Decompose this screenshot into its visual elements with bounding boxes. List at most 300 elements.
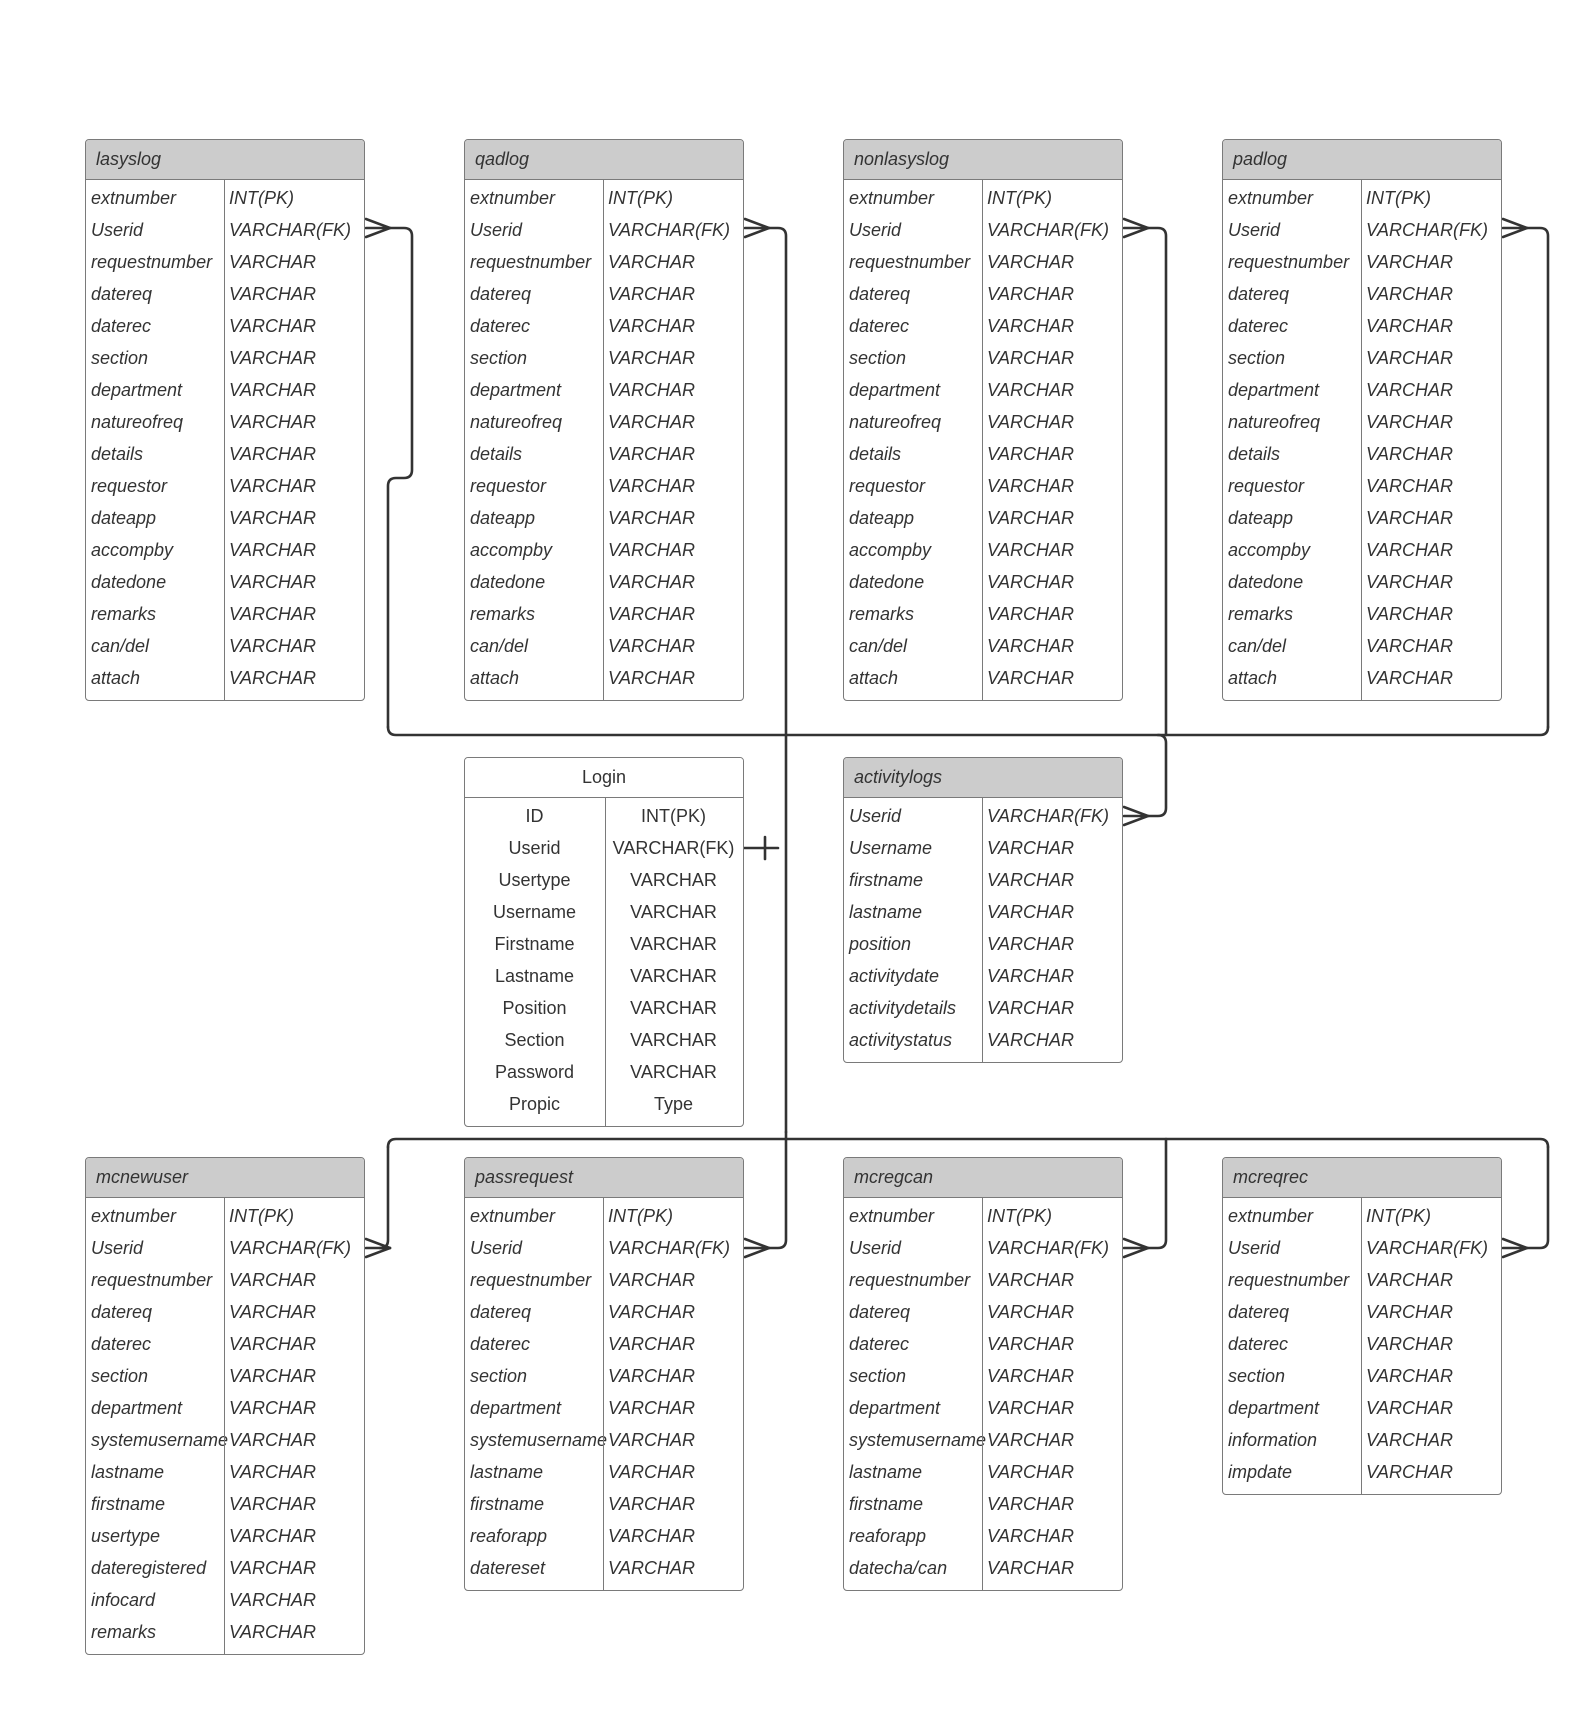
field-type: INT(PK) [641,805,706,826]
field-type: VARCHAR(FK) [229,1237,352,1258]
field-row [1223,438,1501,470]
entity-qadlog [464,139,744,701]
entity-nonlasyslog [843,139,1123,701]
field-type: VARCHAR [229,571,317,592]
field-type: VARCHAR [1366,539,1454,560]
field-row [86,1552,364,1584]
field-type: VARCHAR [229,1461,317,1482]
field-name: department [1228,1397,1320,1418]
field-name: section [1228,347,1286,368]
field-row [465,438,743,470]
field-name: datereset [470,1557,546,1578]
field-row [1223,342,1501,374]
field-row [844,1360,1122,1392]
field-row [844,534,1122,566]
field-name: position [849,933,912,954]
field-type: VARCHAR [1366,443,1454,464]
field-type: VARCHAR(FK) [1366,219,1489,240]
field-type: VARCHAR [229,539,317,560]
field-name: remarks [1228,603,1294,624]
field-row [86,246,364,278]
top-bus-line [388,727,1548,735]
field-name: activitydetails [849,997,957,1018]
column-divider [1361,180,1362,700]
field-row [844,800,1122,832]
field-type: VARCHAR(FK) [608,1237,731,1258]
field-type: VARCHAR [229,475,317,496]
field-name: dateapp [470,507,536,528]
field-row [465,1552,743,1584]
field-type: VARCHAR [987,965,1075,986]
field-row [844,342,1122,374]
field-type: VARCHAR [229,1557,317,1578]
field-row [465,1088,743,1120]
field-type: VARCHAR [608,603,696,624]
field-type: VARCHAR [987,933,1075,954]
field-name: natureofreq [91,411,184,432]
field-name: department [91,1397,183,1418]
field-row [465,630,743,662]
field-name: dateapp [1228,507,1294,528]
field-row [844,1200,1122,1232]
field-type: VARCHAR [608,539,696,560]
field-name: can/del [1228,635,1287,656]
field-name: Userid [849,219,902,240]
field-row [465,1424,743,1456]
field-type: INT(PK) [1366,1205,1431,1226]
field-type: VARCHAR(FK) [987,219,1110,240]
field-name: can/del [849,635,908,656]
entity-passrequest [464,1157,744,1591]
field-row [844,928,1122,960]
field-row [844,1264,1122,1296]
field-type: VARCHAR [1366,379,1454,400]
field-type: VARCHAR [229,1301,317,1322]
entity-mcreqrec [1222,1157,1502,1495]
many-cardinality-icon [1503,1239,1527,1257]
field-row [465,1488,743,1520]
field-type: VARCHAR [229,315,317,336]
field-row [844,992,1122,1024]
field-name: remarks [91,1621,157,1642]
field-row [465,992,743,1024]
field-row [86,1488,364,1520]
field-row [465,214,743,246]
field-row [86,1296,364,1328]
field-name: ID [525,805,544,826]
field-type: VARCHAR [229,1621,317,1642]
field-name: section [849,347,907,368]
field-name: datedone [849,571,925,592]
field-type: VARCHAR [608,1365,696,1386]
field-row [465,960,743,992]
field-name: department [849,1397,941,1418]
field-name: lastname [91,1461,165,1482]
field-name: attach [91,667,141,688]
field-row [86,438,364,470]
field-type: VARCHAR [608,411,696,432]
field-type: VARCHAR [987,667,1075,688]
field-row [465,662,743,694]
field-name: datereq [470,1301,532,1322]
field-row [465,864,743,896]
field-name: impdate [1228,1461,1293,1482]
field-type: VARCHAR [987,411,1075,432]
field-name: datedone [91,571,167,592]
field-name: requestnumber [1228,251,1350,272]
field-row [465,534,743,566]
field-row [844,374,1122,406]
field-name: section [849,1365,907,1386]
field-row [86,502,364,534]
link-mcnewuser [380,1147,390,1248]
entity-title: Login [465,758,743,798]
field-type: VARCHAR [229,1333,317,1354]
field-row [465,310,743,342]
field-row [86,374,364,406]
field-name: requestnumber [849,251,971,272]
field-row [1223,1360,1501,1392]
field-name: daterec [91,1333,152,1354]
field-row [1223,1200,1501,1232]
column-divider [603,180,604,700]
field-name: activitystatus [849,1029,953,1050]
field-type: VARCHAR(FK) [987,805,1110,826]
field-name: information [1228,1429,1318,1450]
field-name: Lastname [494,965,575,986]
field-type: VARCHAR [229,1493,317,1514]
entity-title: mcregcan [844,1158,1122,1198]
field-name: datereq [1228,1301,1290,1322]
field-type: VARCHAR [229,379,317,400]
field-row [465,1456,743,1488]
field-row [86,1360,364,1392]
field-name: department [849,379,941,400]
field-type: VARCHAR [630,869,717,890]
field-name: dateapp [91,507,157,528]
field-name: extnumber [849,187,935,208]
field-type: VARCHAR [1366,1301,1454,1322]
field-name: datereq [849,283,911,304]
field-name: Username [849,837,933,858]
field-type: VARCHAR [630,1061,717,1082]
field-type: VARCHAR [1366,1269,1454,1290]
field-row [86,1328,364,1360]
field-row [465,1200,743,1232]
bottom-bus-line [388,1139,1548,1147]
field-row [1223,598,1501,630]
field-type: VARCHAR [987,475,1075,496]
field-type: VARCHAR [608,1525,696,1546]
field-type: VARCHAR [608,475,696,496]
field-row [844,214,1122,246]
field-row [86,1200,364,1232]
field-type: VARCHAR [987,901,1075,922]
field-row [465,1520,743,1552]
field-row [465,896,743,928]
field-name: accompby [91,539,174,560]
link-passrequest [769,1132,786,1248]
field-type: VARCHAR [608,571,696,592]
field-name: Password [494,1061,575,1082]
many-cardinality-icon [1124,1239,1148,1257]
field-row [844,182,1122,214]
entity-login [464,757,744,1127]
field-row [844,662,1122,694]
field-name: section [91,1365,149,1386]
field-row [1223,246,1501,278]
field-row [844,1024,1122,1056]
field-type: VARCHAR [987,635,1075,656]
field-row [465,1056,743,1088]
field-name: lastname [849,901,923,922]
field-row [86,310,364,342]
field-type: VARCHAR [608,347,696,368]
field-type: VARCHAR [987,1557,1075,1578]
field-row [844,438,1122,470]
field-name: attach [849,667,899,688]
field-row [844,502,1122,534]
field-type: VARCHAR [229,667,317,688]
field-type: VARCHAR [608,251,696,272]
field-name: department [91,379,183,400]
field-row [844,598,1122,630]
many-cardinality-icon [1124,219,1148,237]
field-type: VARCHAR [987,1429,1075,1450]
entity-padlog [1222,139,1502,701]
field-name: datereq [91,1301,153,1322]
many-cardinality-icon [1503,219,1527,237]
field-row [1223,374,1501,406]
field-name: can/del [470,635,529,656]
field-type: VARCHAR [987,571,1075,592]
field-row [1223,1296,1501,1328]
field-type: INT(PK) [608,187,673,208]
field-name: infocard [91,1589,156,1610]
field-name: Userid [849,1237,902,1258]
field-type: VARCHAR [608,635,696,656]
field-name: extnumber [91,1205,177,1226]
field-name: Userid [849,805,902,826]
field-row [844,630,1122,662]
field-name: Position [502,997,567,1018]
field-name: datereq [1228,283,1290,304]
field-name: can/del [91,635,150,656]
field-type: Type [653,1093,694,1114]
field-row [844,470,1122,502]
link-mcreqrec [1527,1147,1548,1248]
field-type: VARCHAR [630,965,717,986]
field-name: remarks [849,603,915,624]
field-type: VARCHAR [987,1301,1075,1322]
field-type: VARCHAR [229,251,317,272]
entity-title: lasyslog [86,140,364,180]
field-type: VARCHAR [987,507,1075,528]
entity-activitylogs [843,757,1123,1063]
field-type: VARCHAR [229,1365,317,1386]
field-name: requestnumber [91,1269,213,1290]
field-row [86,278,364,310]
field-row [465,278,743,310]
field-name: accompby [1228,539,1311,560]
field-type: VARCHAR [987,1525,1075,1546]
field-row [844,278,1122,310]
field-type: VARCHAR [1366,1397,1454,1418]
field-row [465,1360,743,1392]
link-lasyslog [388,228,412,727]
field-type: VARCHAR(FK) [229,219,352,240]
column-divider [605,798,606,1126]
field-row [86,598,364,630]
field-row [844,832,1122,864]
field-name: systemusername [91,1429,229,1450]
field-type: VARCHAR [987,539,1075,560]
field-row [1223,1456,1501,1488]
field-row [1223,630,1501,662]
field-name: Username [492,901,577,922]
many-cardinality-icon [745,219,769,237]
entity-title: qadlog [465,140,743,180]
field-name: extnumber [91,187,177,208]
field-row [844,566,1122,598]
field-name: attach [1228,667,1278,688]
field-name: section [470,1365,528,1386]
field-name: details [849,443,902,464]
column-divider [982,180,983,700]
field-type: VARCHAR [229,1397,317,1418]
field-row [844,406,1122,438]
field-type: VARCHAR [608,1461,696,1482]
field-row [1223,1232,1501,1264]
field-name: Userid [1228,219,1281,240]
field-type: VARCHAR [229,635,317,656]
field-type: VARCHAR [608,283,696,304]
field-type: INT(PK) [229,187,294,208]
field-type: VARCHAR(FK) [987,1237,1110,1258]
field-name: usertype [91,1525,161,1546]
field-name: remarks [91,603,157,624]
field-name: daterec [470,315,531,336]
field-row [465,374,743,406]
link-nonlasyslog [1148,228,1166,735]
entity-title: nonlasyslog [844,140,1122,180]
field-name: Userid [91,1237,144,1258]
field-type: VARCHAR [987,1269,1075,1290]
field-row [844,1552,1122,1584]
many-cardinality-icon [366,219,390,237]
field-name: accompby [470,539,553,560]
field-type: INT(PK) [1366,187,1431,208]
field-type: VARCHAR [987,251,1075,272]
field-name: dateapp [849,507,915,528]
field-type: VARCHAR [987,379,1075,400]
field-type: VARCHAR [987,283,1075,304]
field-type: VARCHAR [608,1301,696,1322]
field-type: VARCHAR [1366,1461,1454,1482]
field-type: VARCHAR [229,1429,317,1450]
entity-title: passrequest [465,1158,743,1198]
field-row [86,1520,364,1552]
field-type: VARCHAR [608,667,696,688]
field-type: VARCHAR [987,1493,1075,1514]
field-type: VARCHAR [608,1333,696,1354]
column-divider [224,1198,225,1654]
field-name: natureofreq [470,411,563,432]
field-name: Userid [1228,1237,1281,1258]
field-name: daterec [470,1333,531,1354]
field-name: Propic [508,1093,561,1114]
field-name: Usertype [498,869,571,890]
entity-title: mcnewuser [86,1158,364,1198]
field-type: VARCHAR [987,837,1075,858]
field-row [465,1392,743,1424]
column-divider [224,180,225,700]
field-row [465,928,743,960]
entity-mcnewuser [85,1157,365,1655]
field-name: extnumber [470,1205,556,1226]
field-type: VARCHAR [987,347,1075,368]
link-activitylogs [1148,735,1166,816]
field-type: VARCHAR [987,1397,1075,1418]
entity-lasyslog [85,139,365,701]
field-row [1223,310,1501,342]
field-type: VARCHAR [1366,283,1454,304]
field-row [844,896,1122,928]
field-row [86,1392,364,1424]
field-type: VARCHAR [608,1397,696,1418]
field-type: VARCHAR [229,507,317,528]
field-row [465,832,743,864]
field-row [1223,470,1501,502]
field-type: VARCHAR [1366,603,1454,624]
field-name: activitydate [849,965,940,986]
field-type: VARCHAR [987,1461,1075,1482]
field-name: details [91,443,144,464]
field-row [844,1488,1122,1520]
field-row [465,470,743,502]
field-name: Userid [91,219,144,240]
field-type: VARCHAR [608,1493,696,1514]
field-type: VARCHAR [229,411,317,432]
field-type: INT(PK) [229,1205,294,1226]
field-name: details [1228,443,1281,464]
field-row [465,1328,743,1360]
field-name: daterec [1228,1333,1289,1354]
field-row [465,1232,743,1264]
field-type: VARCHAR [1366,1365,1454,1386]
field-name: Section [504,1029,565,1050]
field-type: VARCHAR [229,603,317,624]
field-type: VARCHAR(FK) [608,219,731,240]
field-row [844,246,1122,278]
field-name: requestnumber [470,251,592,272]
field-row [86,182,364,214]
field-row [844,1328,1122,1360]
field-name: datereq [91,283,153,304]
column-divider [603,1198,604,1590]
field-name: lastname [849,1461,923,1482]
field-row [86,214,364,246]
field-row [465,1296,743,1328]
field-row [465,502,743,534]
field-name: requestnumber [1228,1269,1350,1290]
field-row [1223,1424,1501,1456]
field-type: INT(PK) [987,1205,1052,1226]
link-padlog [1527,228,1548,727]
field-type: VARCHAR [1366,475,1454,496]
field-name: daterec [91,315,152,336]
field-row [465,182,743,214]
